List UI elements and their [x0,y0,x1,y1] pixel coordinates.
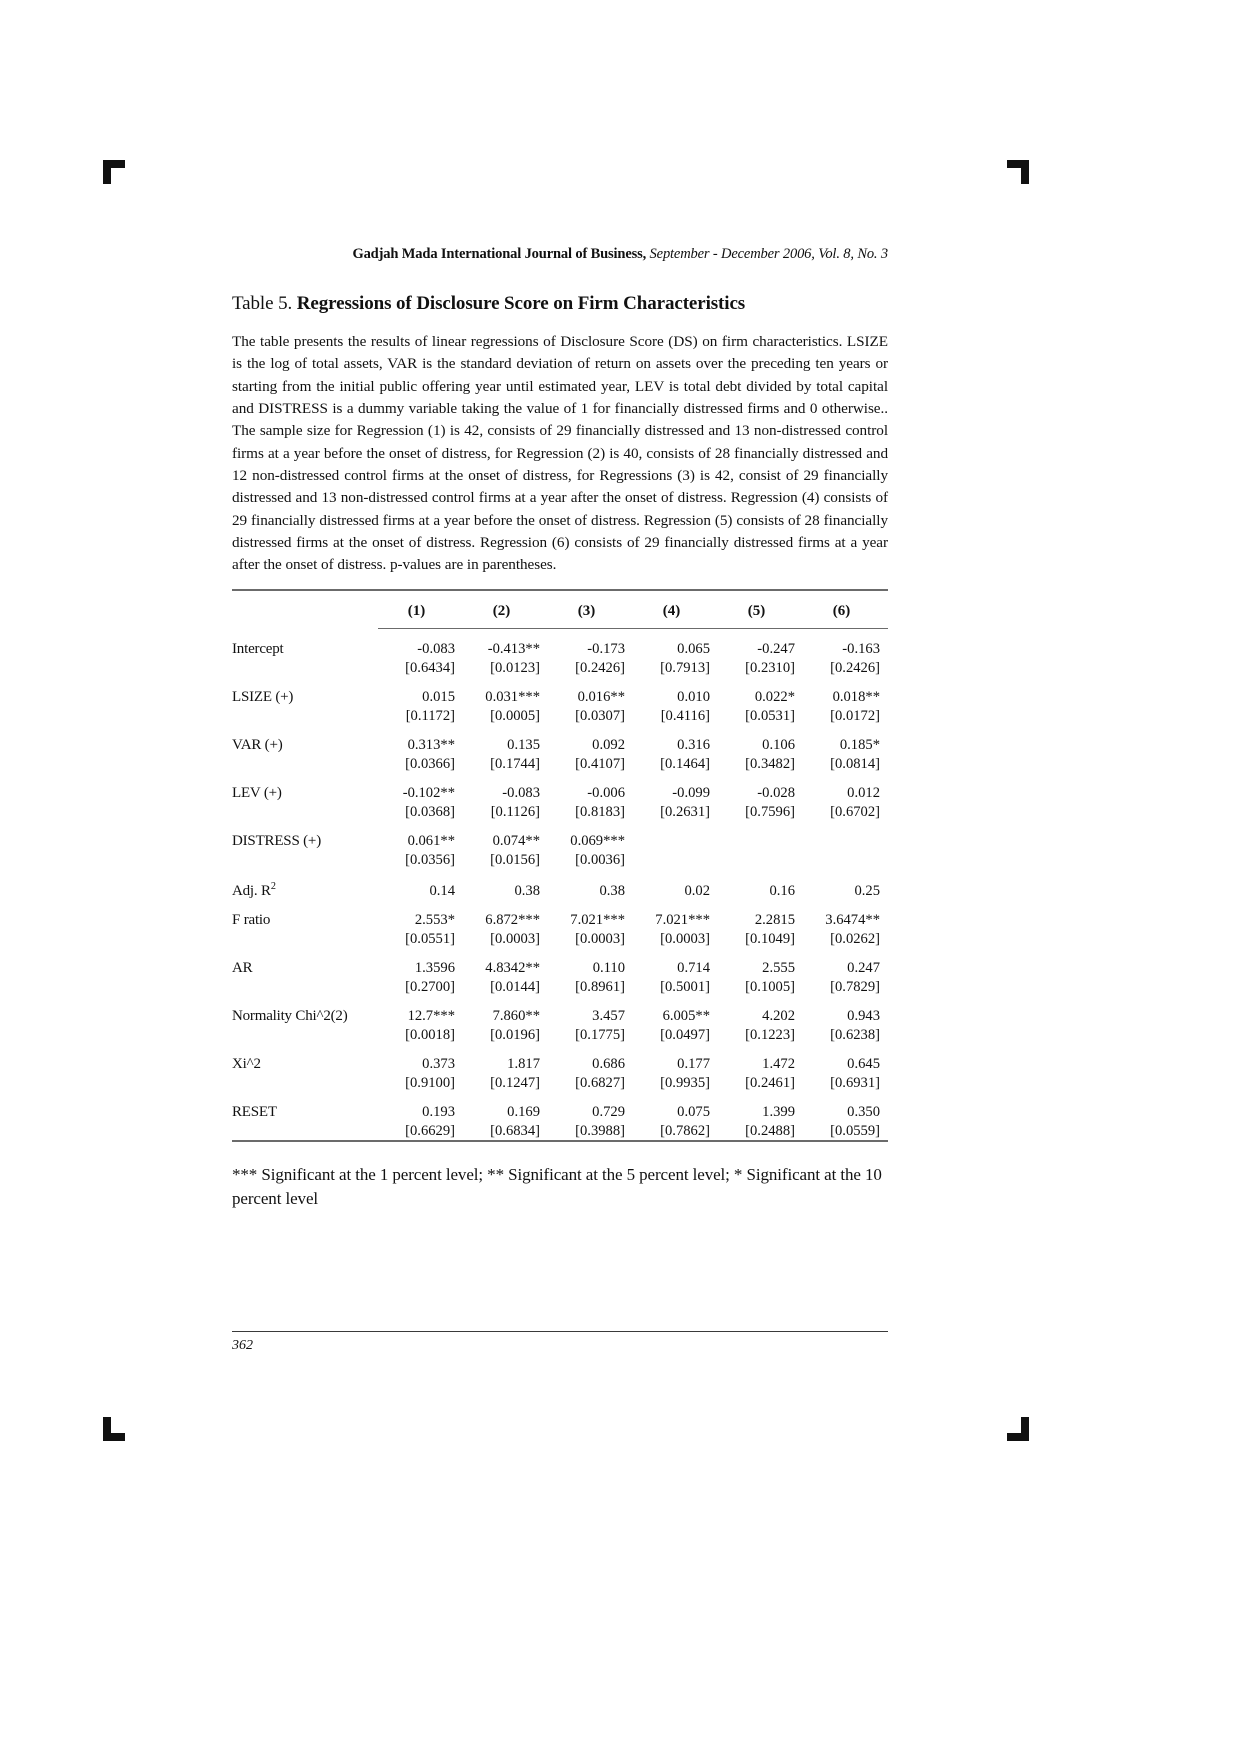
coef-cell: 0.016** [577,688,625,705]
pvalue-cell: [0.3482] [745,755,795,772]
coef-cell: 0.010 [677,688,710,705]
running-head [232,246,888,263]
coef-cell: -0.083 [417,640,455,657]
coef-cell: 0.38 [514,882,540,899]
pvalue-cell: [0.6702] [830,803,880,820]
coef-cell: 0.169 [507,1103,540,1120]
coef-cell: 0.031*** [485,688,540,705]
coef-cell: 4.202 [762,1007,795,1024]
table-pvalue-row [232,1025,888,1044]
coef-cell: 0.16 [769,882,795,899]
pvalue-cell: [0.0172] [830,707,880,724]
pvalue-cell: [0.1744] [490,755,540,772]
coef-cell: 0.14 [429,882,455,899]
coef-cell [633,821,718,850]
pvalue-cell: [0.9935] [660,1074,710,1091]
table-bottom-rule [232,1141,888,1145]
pvalue-cell: [0.0036] [575,851,625,868]
table-row [232,1044,888,1073]
coef-cell: 0.729 [592,1103,625,1120]
pvalue-cell: [0.0559] [830,1122,880,1139]
column-header-6: (6) [832,602,851,619]
row-label-5 [232,869,378,900]
pvalue-cell: [0.2426] [830,659,880,676]
coef-cell: -0.247 [757,640,795,657]
table-pvalue-row [232,977,888,996]
row-label-3 [232,773,378,802]
pvalue-blank-cell [232,850,378,869]
pvalue-cell: [0.0262] [830,930,880,947]
pvalue-cell: [0.6931] [830,1074,880,1091]
crop-mark-top-left [103,160,129,186]
coef-cell: 0.686 [592,1055,625,1072]
pvalue-cell: [0.1464] [660,755,710,772]
pvalue-cell: [0.8961] [575,978,625,995]
coef-cell: -0.099 [672,784,710,801]
pvalue-cell: [0.6629] [405,1122,455,1139]
pvalue-cell: [0.5001] [660,978,710,995]
page-content [232,246,888,1211]
pvalue-cell: [0.0307] [575,707,625,724]
coef-cell: 1.817 [507,1055,540,1072]
pvalue-cell [718,850,803,869]
row-label-text: AR [232,959,253,976]
coef-cell: 0.018** [832,688,880,705]
table-pvalue-row [232,706,888,725]
table-row [232,996,888,1025]
coef-cell: -0.083 [502,784,540,801]
coef-cell: 2.2815 [754,911,795,928]
table-row [232,948,888,977]
coef-cell: 0.645 [847,1055,880,1072]
pvalue-cell: [0.6434] [405,659,455,676]
table-row [232,869,888,900]
pvalue-cell: [0.2700] [405,978,455,995]
pvalue-cell: [0.6827] [575,1074,625,1091]
running-head-issue: September - December 2006, Vol. 8, No. 3 [646,246,888,262]
pvalue-cell: [0.0144] [490,978,540,995]
pvalue-blank-cell [232,802,378,821]
pvalue-cell: [0.1223] [745,1026,795,1043]
coef-cell: 0.069*** [570,832,625,849]
pvalue-blank-cell [232,929,378,948]
row-label-text: Adj. R [232,882,271,899]
pvalue-cell: [0.0003] [660,930,710,947]
row-label-text: VAR (+) [232,736,283,753]
table-pvalue-row [232,802,888,821]
coef-cell: 0.075 [677,1103,710,1120]
pvalue-blank-cell [232,1121,378,1141]
table-row [232,725,888,754]
pvalue-cell: [0.0156] [490,851,540,868]
coef-cell: 0.135 [507,736,540,753]
coef-cell: 7.021*** [655,911,710,928]
pvalue-blank-cell [232,977,378,996]
row-label-4 [232,821,378,850]
pvalue-cell: [0.1126] [490,803,540,820]
coef-cell [803,821,888,850]
table-row [232,677,888,706]
coef-cell: 0.106 [762,736,795,753]
pvalue-cell: [0.1247] [490,1074,540,1091]
table-pvalue-row [232,929,888,948]
pvalue-cell: [0.0018] [405,1026,455,1043]
row-label-text: DISTRESS (+) [232,832,321,849]
pvalue-cell: [0.0531] [745,707,795,724]
coef-cell: 0.110 [592,959,625,976]
pvalue-cell: [0.0551] [405,930,455,947]
coef-cell: 0.177 [677,1055,710,1072]
page-title [232,293,888,315]
pvalue-cell: [0.1775] [575,1026,625,1043]
coef-cell: 2.555 [762,959,795,976]
row-label-text: Normality Chi^2(2) [232,1007,348,1024]
pvalue-cell: [0.7862] [660,1122,710,1139]
table-pvalue-row [232,850,888,869]
coef-cell: 1.472 [762,1055,795,1072]
row-label-8 [232,996,378,1025]
coef-cell: 0.185* [839,736,880,753]
footer-divider [232,1331,888,1332]
header-blank-cell [232,594,378,624]
pvalue-cell: [0.7913] [660,659,710,676]
pvalue-cell: [0.2488] [745,1122,795,1139]
coef-cell: 3.6474** [825,911,880,928]
row-label-text: Xi^2 [232,1055,261,1072]
row-label-text: Intercept [232,640,284,657]
coef-cell: 6.872*** [485,911,540,928]
row-label-1 [232,677,378,706]
crop-mark-bottom-right [1003,1415,1029,1441]
pvalue-cell: [0.2426] [575,659,625,676]
pvalue-cell: [0.6238] [830,1026,880,1043]
pvalue-cell: [0.2310] [745,659,795,676]
table-pvalue-row [232,658,888,677]
coef-cell: 0.943 [847,1007,880,1024]
pvalue-cell [633,850,718,869]
coef-cell: 0.316 [677,736,710,753]
coef-cell: 4.8342** [485,959,540,976]
table-row [232,628,888,658]
coef-cell: -0.006 [587,784,625,801]
coef-cell: 0.25 [854,882,880,899]
column-header-5: (5) [747,602,766,619]
coef-cell: -0.163 [842,640,880,657]
row-label-superscript: 2 [270,880,276,892]
coef-cell: 1.3596 [414,959,455,976]
table-caption: The table presents the results of linear regressions of Disclosure Score (DS) on firm characteristics. LSIZE is the log of total assets, VAR is the standard deviation of return on assets over the preceding ten years or starting from the initial public offering year until estimated year, LEV is total debt divided by total capital and DISTRESS is a dummy variable taking the value of 1 for financially distressed firms and 0 otherwise.. The sample size for Regression (1) is 42, consists of 29 financially distressed and 13 non-distressed control firms at a year before the onset of distress, for Regression (2) is 40, consists of 28 financially distressed and 12 non-distressed control firms at the onset of distress, for Regressions (3) is 42, consist of 29 financially distressed and 13 non-distressed control firms at a year after the onset of distress. Regression (4) consists of 29 financially distressed firms at a year before the onset of distress. Regression (5) consists of 28 financially distressed firms at the onset of distress. Regression (6) consists of 29 financially distressed firms at a year after the onset of distress. p-values are in parentheses. [232,333,888,574]
coef-cell: 0.373 [422,1055,455,1072]
pvalue-cell: [0.2631] [660,803,710,820]
row-label-text: LEV (+) [232,784,282,801]
coef-cell: 3.457 [592,1007,625,1024]
coef-cell: 6.005** [662,1007,710,1024]
regression-table [232,589,888,1145]
table-row [232,900,888,929]
pvalue-cell: [0.7829] [830,978,880,995]
pvalue-cell: [0.4107] [575,755,625,772]
table-header-row [232,594,888,624]
crop-mark-bottom-left [103,1415,129,1441]
row-label-2 [232,725,378,754]
pvalue-cell: [0.0366] [405,755,455,772]
significance-footnote: *** Significant at the 1 percent level; ** Significant at the 5 percent level; * Significant at the 10 percent level [232,1164,882,1208]
coef-cell: 7.021*** [570,911,625,928]
pvalue-cell: [0.0005] [490,707,540,724]
coef-cell [718,821,803,850]
pvalue-cell: [0.0356] [405,851,455,868]
row-label-text: F ratio [232,911,271,928]
table-title-text: Regressions of Disclosure Score on Firm Characteristics [296,293,746,314]
coef-cell: 0.02 [684,882,710,899]
pvalue-cell: [0.0368] [405,803,455,820]
pvalue-cell: [0.1005] [745,978,795,995]
coef-cell: -0.102** [402,784,455,801]
row-label-text: LSIZE (+) [232,688,294,705]
pvalue-cell: [0.0003] [575,930,625,947]
coef-cell: 0.092 [592,736,625,753]
pvalue-blank-cell [232,706,378,725]
page-number: 362 [232,1338,253,1353]
coef-cell: 0.38 [599,882,625,899]
column-header-1: (1) [407,602,426,619]
column-header-3: (3) [577,602,596,619]
pvalue-cell: [0.7596] [745,803,795,820]
table-row [232,773,888,802]
table-pvalue-row [232,754,888,773]
row-label-10 [232,1092,378,1121]
coef-cell: 0.714 [677,959,710,976]
pvalue-cell: [0.0814] [830,755,880,772]
coef-cell: 7.860** [492,1007,540,1024]
pvalue-cell: [0.1172] [405,707,455,724]
pvalue-blank-cell [232,1073,378,1092]
row-label-7 [232,948,378,977]
pvalue-blank-cell [232,754,378,773]
table-row [232,821,888,850]
rule-cell [232,1141,888,1145]
pvalue-cell: [0.0497] [660,1026,710,1043]
coef-cell: 0.015 [422,688,455,705]
running-head-journal: Gadjah Mada International Journal of Business, [352,246,647,262]
pvalue-cell: [0.0003] [490,930,540,947]
coef-cell: 0.313** [407,736,455,753]
crop-mark-top-right [1003,160,1029,186]
coef-cell: -0.173 [587,640,625,657]
row-label-6 [232,900,378,929]
pvalue-blank-cell [232,658,378,677]
pvalue-blank-cell [232,1025,378,1044]
row-label-9 [232,1044,378,1073]
pvalue-cell: [0.8183] [575,803,625,820]
pvalue-cell: [0.2461] [745,1074,795,1091]
pvalue-cell [803,850,888,869]
coef-cell: 0.061** [407,832,455,849]
coef-cell: 0.350 [847,1103,880,1120]
row-label-text: RESET [232,1103,277,1120]
coef-cell: 1.399 [762,1103,795,1120]
coef-cell: 0.022* [754,688,795,705]
table-pvalue-row [232,1121,888,1141]
column-header-4: (4) [662,602,681,619]
coef-cell: 0.074** [492,832,540,849]
pvalue-cell: [0.9100] [405,1074,455,1091]
row-label-0 [232,628,378,658]
table-row [232,1092,888,1121]
coef-cell: -0.413** [487,640,540,657]
coef-cell: 12.7*** [407,1007,455,1024]
coef-cell: 0.247 [847,959,880,976]
pvalue-cell: [0.0123] [490,659,540,676]
table-pvalue-row [232,1073,888,1092]
pvalue-cell: [0.6834] [490,1122,540,1139]
pvalue-cell: [0.1049] [745,930,795,947]
coef-cell: 0.012 [847,784,880,801]
table-number-label: Table 5. [232,293,297,314]
pvalue-cell: [0.0196] [490,1026,540,1043]
pvalue-cell: [0.3988] [575,1122,625,1139]
coef-cell: -0.028 [757,784,795,801]
coef-cell: 2.553* [414,911,455,928]
column-header-2: (2) [492,602,511,619]
pvalue-cell: [0.4116] [660,707,710,724]
coef-cell: 0.193 [422,1103,455,1120]
coef-cell: 0.065 [677,640,710,657]
